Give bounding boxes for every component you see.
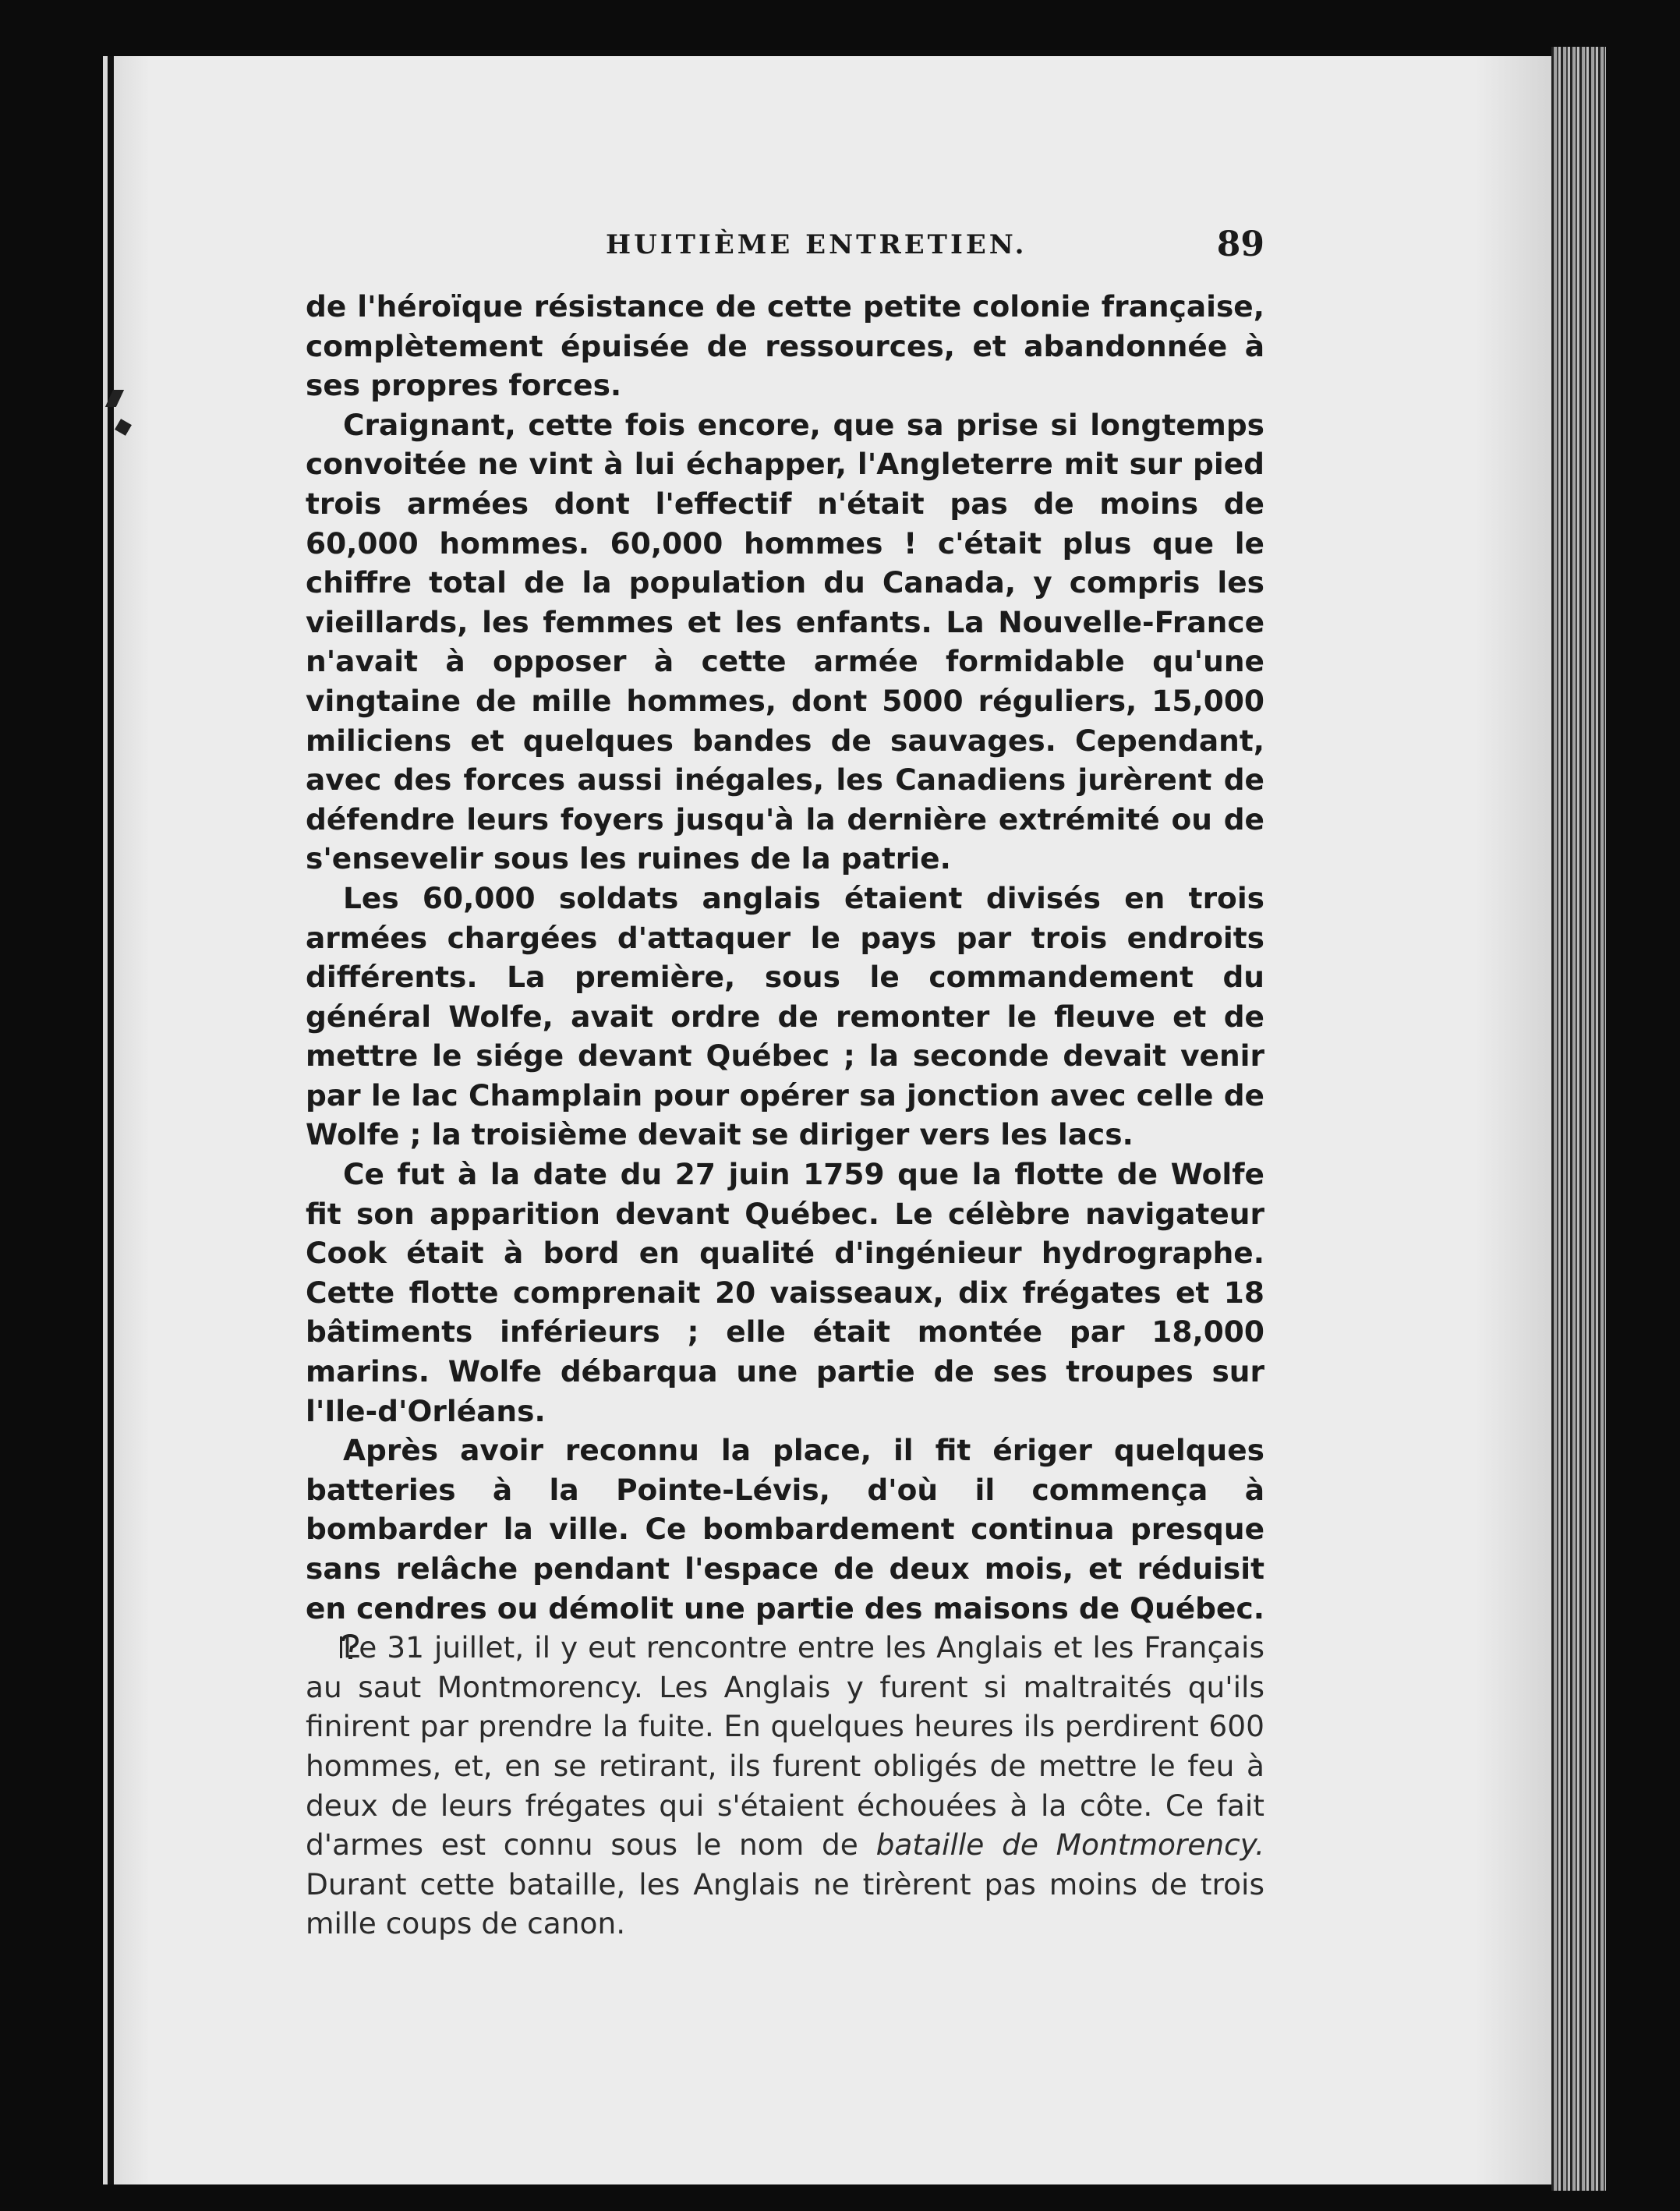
paragraph-text: Durant cette bataille, les Anglais ne tirèrent pas moins de trois mille coups de canon.	[306, 1866, 1264, 1941]
page-header	[306, 225, 1264, 271]
running-title: HUITIÈME ENTRETIEN.	[606, 229, 1027, 260]
italic-phrase: bataille de Montmorency.	[875, 1827, 1264, 1863]
paragraph-text: Le 31 juillet, il y eut rencontre entre les Anglais et les Français au saut Montmorency. Les Anglais y furent si maltraités qu'ils finirent par prendre la fuite. En quelques heures ils perdirent 600 hommes, et, en se retirant, ils furent obligés de mettre le feu à deux de leurs frégates qui s'étaient échouées à la côte. Ce fait d'armes est connu sous le nom de	[306, 1630, 1264, 1863]
paragraph: Craignant, cette fois encore, que sa prise si longtemps convoitée ne vint à lui échapper, l'Angleterre mit sur pied trois armées dont l'effectif n'était pas de moins de 60,000 hommes. 60,000 hommes ! c'était plus que le chiffre total de la population du Canada, y compris les vieillards, les femmes et les enfants. La Nouvelle-France n'avait à opposer à cette armée formidable qu'une vingtaine de mille hommes, dont 5000 réguliers, 15,000 miliciens et quelques bandes de sauvages. Cependant, avec des forces aussi inégales, les Canadiens jurèrent de défendre leurs foyers jusqu'à la dernière extrémité ou de s'ensevelir sous les ruines de la patrie.	[306, 407, 1264, 876]
paragraph: Les 60,000 soldats anglais étaient divisés en trois armées chargées d'attaquer le pays par trois endroits différents. La première, sous le commandement du général Wolfe, avait ordre de remonter le fleuve et de mettre le siége devant Québec ; la seconde devait venir par le lac Champlain pour opérer sa jonction avec celle de Wolfe ; la troisième devait se diriger vers les lacs.	[306, 880, 1264, 1152]
page-gutter-line	[108, 56, 114, 2184]
paragraph: Après avoir reconnu la place, il fit ériger quelques batteries à la Pointe-Lévis, d'où il commença à bombarder la ville. Ce bombardement continua presque sans relâche pendant l'espace de deux mois, et réduisit en cendres ou démolit une partie des maisons de Québec.	[306, 1433, 1264, 1626]
paragraph	[306, 1628, 1264, 1944]
page-number: 89	[1216, 225, 1264, 264]
question-mark-icon	[302, 1631, 323, 1657]
paragraph: Ce fut à la date du 27 juin 1759 que la flotte de Wolfe fit son apparition devant Québec. Le célèbre navigateur Cook était à bord en qualité d'ingénieur hydrographe. Cette flotte comprenait 20 vaisseaux, dix frégates et 18 bâtiments inférieurs ; elle était montée par 18,000 marins. Wolfe débarqua une partie de ses troupes sur l'Ile-d'Orléans.	[306, 1157, 1264, 1428]
page-edges	[1551, 47, 1606, 2191]
body-text	[306, 287, 1264, 1944]
scan-right-border	[1606, 39, 1680, 2211]
paragraph: de l'héroïque résistance de cette petite colonie française, complètement épuisée de ressources, et abandonnée à ses propres forces.	[306, 289, 1264, 403]
